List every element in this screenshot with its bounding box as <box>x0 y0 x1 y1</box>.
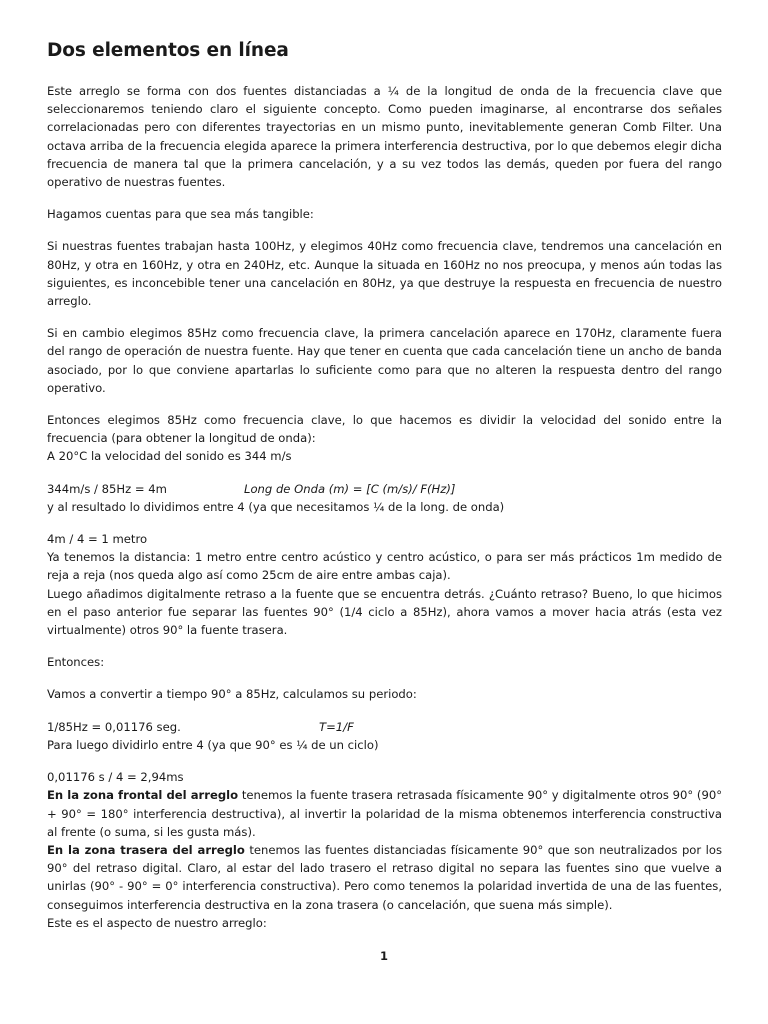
quarter-wavelength-note: y al resultado lo dividimos entre 4 (ya que necesitamos ¼ de la long. de onda) <box>47 499 505 514</box>
quarter-cycle-note: Para luego dividirlo entre 4 (ya que 90° es ¼ de un ciclo) <box>47 737 379 752</box>
rear-zone-text: tenemos las fuentes distanciadas físicamente 90° que son neutralizados por los 90° del retraso digital. Claro, al estar del lado trasero el retraso digital no separa las fuentes sino que vuelve a unirlas (90° - 90° = 0° interferencia constructiva). Pero como tenemos la polaridad invertida de una de las fuentes, conseguimos interferencia destructiva en la zona trasera (o cancelación, que suena más simple). <box>47 842 723 912</box>
page-number: 1 <box>379 949 388 963</box>
then-label: Entonces: <box>47 655 105 670</box>
example-40hz-paragraph: Si nuestras fuentes trabajan hasta 100Hz, y elegimos 40Hz como frecuencia clave, tendremos una cancelación en 80Hz, y otra en 160Hz, y otra en 240Hz, etc. Aunque la situada en 160Hz no nos preocupa, y menos aún todas las siguientes, es inconcebible tener una cancelación en 80Hz, ya que destruye la respuesta en frecuencia de nuestro arreglo. <box>47 239 722 309</box>
example-85hz-paragraph: Si en cambio elegimos 85Hz como frecuencia clave, la primera cancelación aparece en 170Hz, claramente fuera del rango de operación de nuestra fuente. Hay que tener en cuenta que cada cancelación tiene un ancho de banda asociado, por lo que conviene apartarlas lo suficiente como para que no alteren la respuesta dentro del rango operativo. <box>47 326 722 395</box>
front-zone-paragraph <box>47 786 722 841</box>
wavelength-paragraph: Entonces elegimos 85Hz como frecuencia clave, lo que hacemos es dividir la velocidad del sonido entre la frecuencia (para obtener la longitud de onda): <box>47 413 722 446</box>
calc-expression: 344m/s / 85Hz = 4m <box>47 481 167 496</box>
period-paragraph: Vamos a convertir a tiempo 90° a 85Hz, calculamos su periodo: <box>47 687 417 702</box>
period-expression: 1/85Hz = 0,01176 seg. <box>47 719 181 734</box>
period-calculation <box>47 718 722 736</box>
distance-calculation: 4m / 4 = 1 metro <box>47 532 148 547</box>
distance-paragraph: Ya tenemos la distancia: 1 metro entre centro acústico y centro acústico, o para ser más prácticos 1m medido de reja a reja (nos queda algo así como 25cm de aire entre ambas caja). <box>47 550 722 583</box>
calculations-intro: Hagamos cuentas para que sea más tangible: <box>47 207 314 222</box>
front-zone-text: tenemos la fuente trasera retrasada físicamente 90° y digitalmente otros 90° (90° + 90° = 180° interferencia destructiva), al invertir la polaridad de la misma obtenemos interferencia constructiva al frente (o suma, si les gusta más). <box>47 788 722 839</box>
rear-zone-paragraph <box>47 841 722 914</box>
wavelength-formula: Long de Onda (m) = [C (m/s)/ F(Hz)] <box>244 481 456 496</box>
rear-zone-label: En la zona trasera del arreglo <box>47 842 245 857</box>
wavelength-calculation <box>47 480 722 498</box>
period-formula: T=1/F <box>319 719 354 734</box>
delay-paragraph: Luego añadimos digitalmente retraso a la fuente que se encuentra detrás. ¿Cuánto retraso? Bueno, lo que hicimos en el paso anterior fue separar las fuentes 90° (1/4 ciclo a 85Hz), ahora vamos a mover hacia atrás (esta vez virtualmente) otros 90° la fuente trasera. <box>47 586 722 638</box>
speed-of-sound-line: A 20°C la velocidad del sonido es 344 m/s <box>47 449 292 464</box>
intro-paragraph: Este arreglo se forma con dos fuentes distanciadas a ¼ de la longitud de onda de la frecuencia clave que seleccionaremos teniendo claro el siguiente concepto. Como pueden imaginarse, al encontrarse dos señales correlacionadas pero con diferentes trayectorias en un mismo punto, inevitablemente generan Comb Filter. Una octava arriba de la frecuencia elegida aparece la primera interferencia destructiva, por lo que debemos elegir dicha frecuencia de manera tal que la primera cancelación, y a su vez todos las demás, queden por fuera del rango operativo de nuestras fuentes. <box>47 84 722 190</box>
closing-line: Este es el aspecto de nuestro arreglo: <box>47 915 267 930</box>
section-title: Dos elementos en línea <box>47 40 289 61</box>
front-zone-label: En la zona frontal del arreglo <box>47 788 239 803</box>
delay-calculation: 0,01176 s / 4 = 2,94ms <box>47 770 184 785</box>
document-page <box>47 40 722 932</box>
